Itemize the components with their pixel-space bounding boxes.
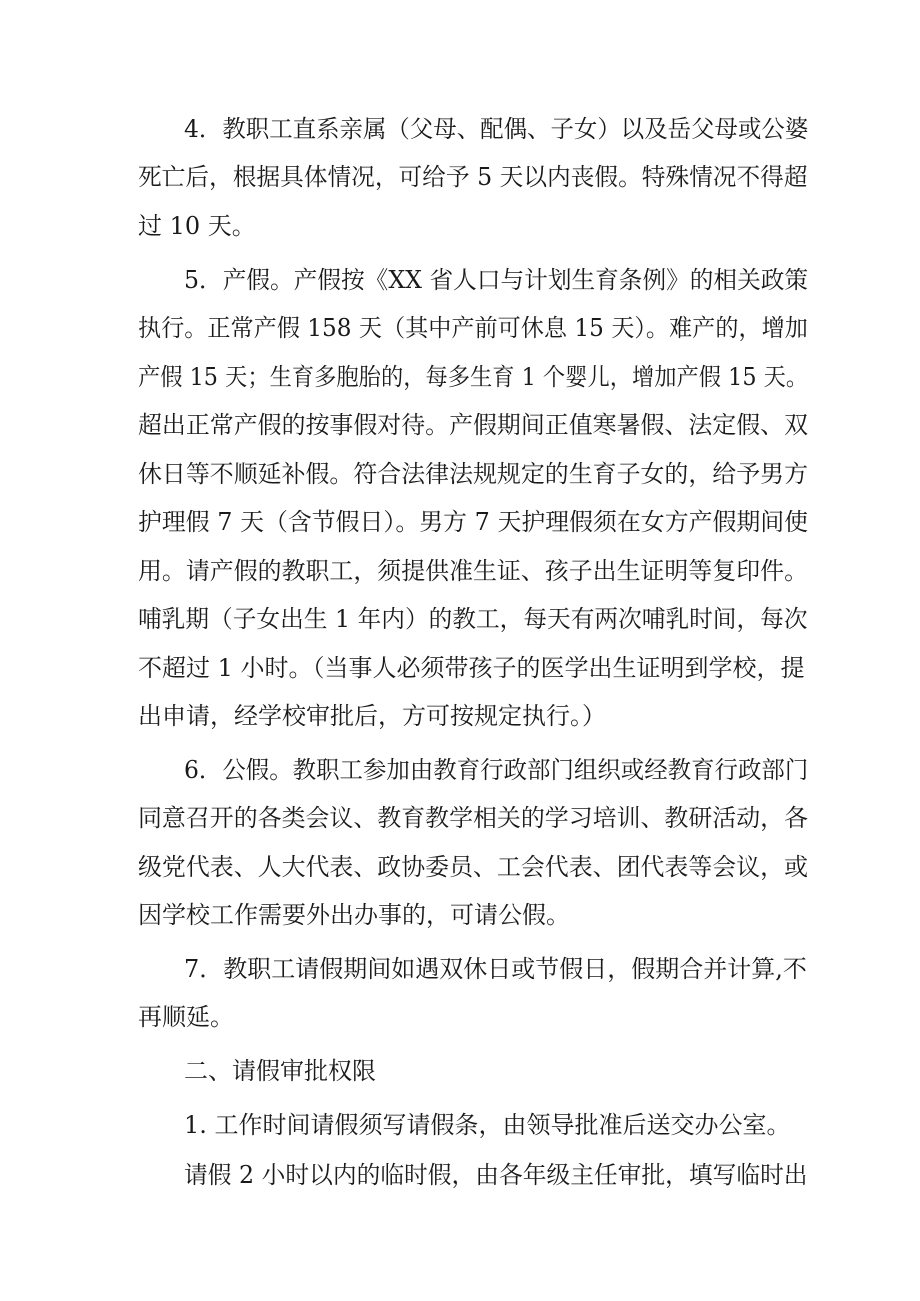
text-line: 7．教职工请假期间如遇双休日或节假日，假期合并计算,不 (184, 955, 807, 983)
text-line: 级党代表、人大代表、政协委员、工会代表、团代表等会议，或 (138, 853, 808, 881)
text-line: 过 10 天。 (138, 212, 256, 240)
text-line: 因学校工作需要外出办事的，可请公假。 (138, 901, 570, 929)
text-line: 请假 2 小时以内的临时假，由各年级主任审批，填写临时出 (184, 1161, 808, 1189)
text-line: 用。请产假的教职工，须提供准生证、孩子出生证明等复印件。 (138, 557, 808, 585)
text-line: 1. 工作时间请假须写请假条，由领导批准后送交办公室。 (184, 1111, 791, 1139)
text-line: 6．公假。教职工参加由教育行政部门组织或经教育行政部门 (184, 756, 809, 784)
text-line: 同意召开的各类会议、教育教学相关的学习培训、教研活动，各 (138, 804, 808, 832)
text-line: 休日等不顺延补假。符合法律法规规定的生育子女的，给予男方 (138, 460, 808, 488)
text-line: 5．产假。产假按《XX 省人口与计划生育条例》的相关政策 (184, 266, 809, 294)
text-line: 哺乳期（子女出生 1 年内）的教工，每天有两次哺乳时间，每次 (138, 605, 808, 633)
text-line: 护理假 7 天（含节假日）。男方 7 天护理假须在女方产假期间使 (138, 508, 809, 536)
text-line: 死亡后，根据具体情况，可给予 5 天以内丧假。特殊情况不得超 (138, 163, 808, 191)
text-line: 超出正常产假的按事假对待。产假期间正值寒暑假、法定假、双 (138, 411, 808, 439)
text-line: 出申请，经学校审批后，方可按规定执行。） (138, 702, 606, 730)
section-heading: 二、请假审批权限 (184, 1057, 376, 1085)
text-line: 不超过 1 小时。（当事人必须带孩子的医学出生证明到学校，提 (138, 654, 805, 682)
text-line: 再顺延。 (138, 1003, 234, 1031)
text-line: 执行。正常产假 158 天（其中产前可休息 15 天）。难产的，增加 (138, 314, 808, 342)
text-line: 4．教职工直系亲属（父母、配偶、子女）以及岳父母或公婆 (184, 115, 809, 143)
text-line: 产假 15 天；生育多胞胎的，每多生育 1 个婴儿，增加产假 15 天。 (138, 363, 809, 391)
